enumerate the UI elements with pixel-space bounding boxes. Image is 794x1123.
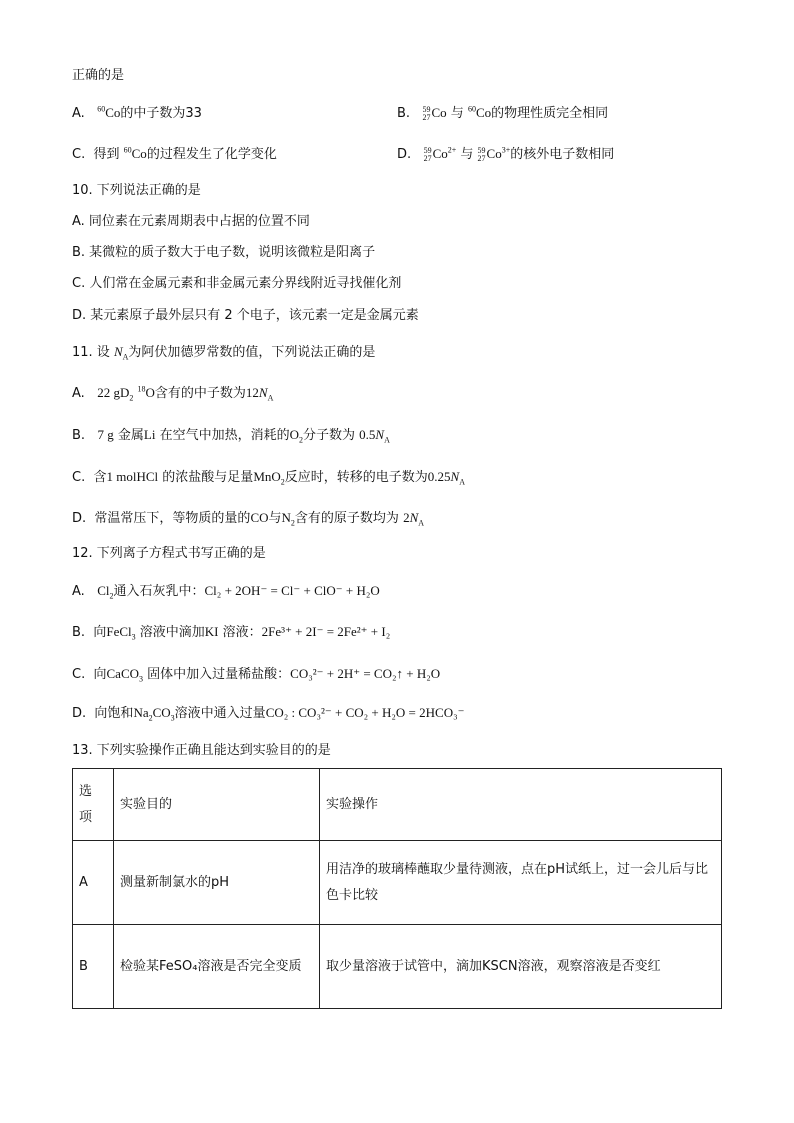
table-header-row <box>73 769 722 841</box>
q10-option-a: A. 同位素在元素周期表中占据的位置不同 <box>72 214 310 229</box>
q12-option-c: C. 向CaCO$_3$ 固体中加入过量稀盐酸：CO₃²⁻ + 2H⁺ = CO₂↑ + H₂O <box>72 666 441 684</box>
q12-option-d: D. 向饱和$Na_2CO_3$溶液中通入过量CO₂ : CO₃²⁻ + CO₂ + H₂O = 2HCO₃⁻ <box>72 705 465 723</box>
q13-title: 13. 下列实验操作正确且能达到实验目的的是 <box>72 743 331 758</box>
table-row <box>73 841 722 925</box>
q9-intro: 正确的是 <box>72 68 125 83</box>
row-operation: 取少量溶液于试管中，滴加KSCN溶液，观察溶液是否变红 <box>320 925 722 1009</box>
header-operation: 实验操作 <box>320 769 722 841</box>
row-operation: 用洁净的玻璃棒蘸取少量待测液，点在pH试纸上，过一会儿后与比色卡比较 <box>320 841 722 925</box>
q9-option-d: D. 59 27 $Co^{2+}$ 与 59 27 $Co^{3+}$的核外电子数相同 <box>397 145 615 163</box>
row-purpose: 检验某FeSO₄溶液是否完全变质 <box>114 925 320 1009</box>
q11-option-a: A. 22 $gD_2$ $^{18}$O含有的中子数为$12N_A$ <box>72 384 274 403</box>
q11-option-c: C. 含1 molHCl 的浓盐酸与足量MnO$_2$反应时，转移的电子数为$0.25N_A$ <box>72 469 465 487</box>
q10-option-c: C. 人们常在金属元素和非金属元素分界线附近寻找催化剂 <box>72 276 402 291</box>
q11-option-d: D. 常温常压下，等物质的量的CO与$N_2$含有的原子数均为 $2N_A$ <box>72 510 425 528</box>
q10-title: 10. 下列说法正确的是 <box>72 183 201 198</box>
row-option: B <box>73 925 114 1009</box>
header-purpose: 实验目的 <box>114 769 320 841</box>
q9-option-b: B. 59 27 Co 与 $^{60}$Co的物理性质完全相同 <box>397 104 609 122</box>
q12-option-b: B. 向FeCl$_3$ 溶液中滴加KI 溶液：2Fe³⁺ + 2I⁻ = 2Fe²⁺ + I₂ <box>72 624 391 642</box>
q11-option-b: B. 7 g 金属Li 在空气中加热，消耗的$O_2$分子数为 $0.5N_A$ <box>72 427 390 445</box>
q9-option-c: C. 得到 $^{60}$Co的过程发生了化学变化 <box>72 145 277 162</box>
q11-title: 11. 设 $N_A$为阿伏加德罗常数的值，下列说法正确的是 <box>72 344 376 362</box>
q9-option-a: A. $^{60}$Co的中子数为33 <box>72 104 202 121</box>
q10-option-b: B. 某微粒的质子数大于电子数，说明该微粒是阳离子 <box>72 245 376 260</box>
q12-title: 12. 下列离子方程式书写正确的是 <box>72 546 266 561</box>
table-row <box>73 925 722 1009</box>
row-purpose: 测量新制氯水的pH <box>114 841 320 925</box>
header-option: 选 项 <box>73 769 114 841</box>
q12-option-a: A. $Cl_2$通入石灰乳中：Cl₂ + 2OH⁻ = Cl⁻ + ClO⁻ + H₂O <box>72 583 380 601</box>
q10-option-d: D. 某元素原子最外层只有 2 个电子，该元素一定是金属元素 <box>72 308 419 323</box>
row-option: A <box>73 841 114 925</box>
experiment-table <box>72 768 722 1009</box>
